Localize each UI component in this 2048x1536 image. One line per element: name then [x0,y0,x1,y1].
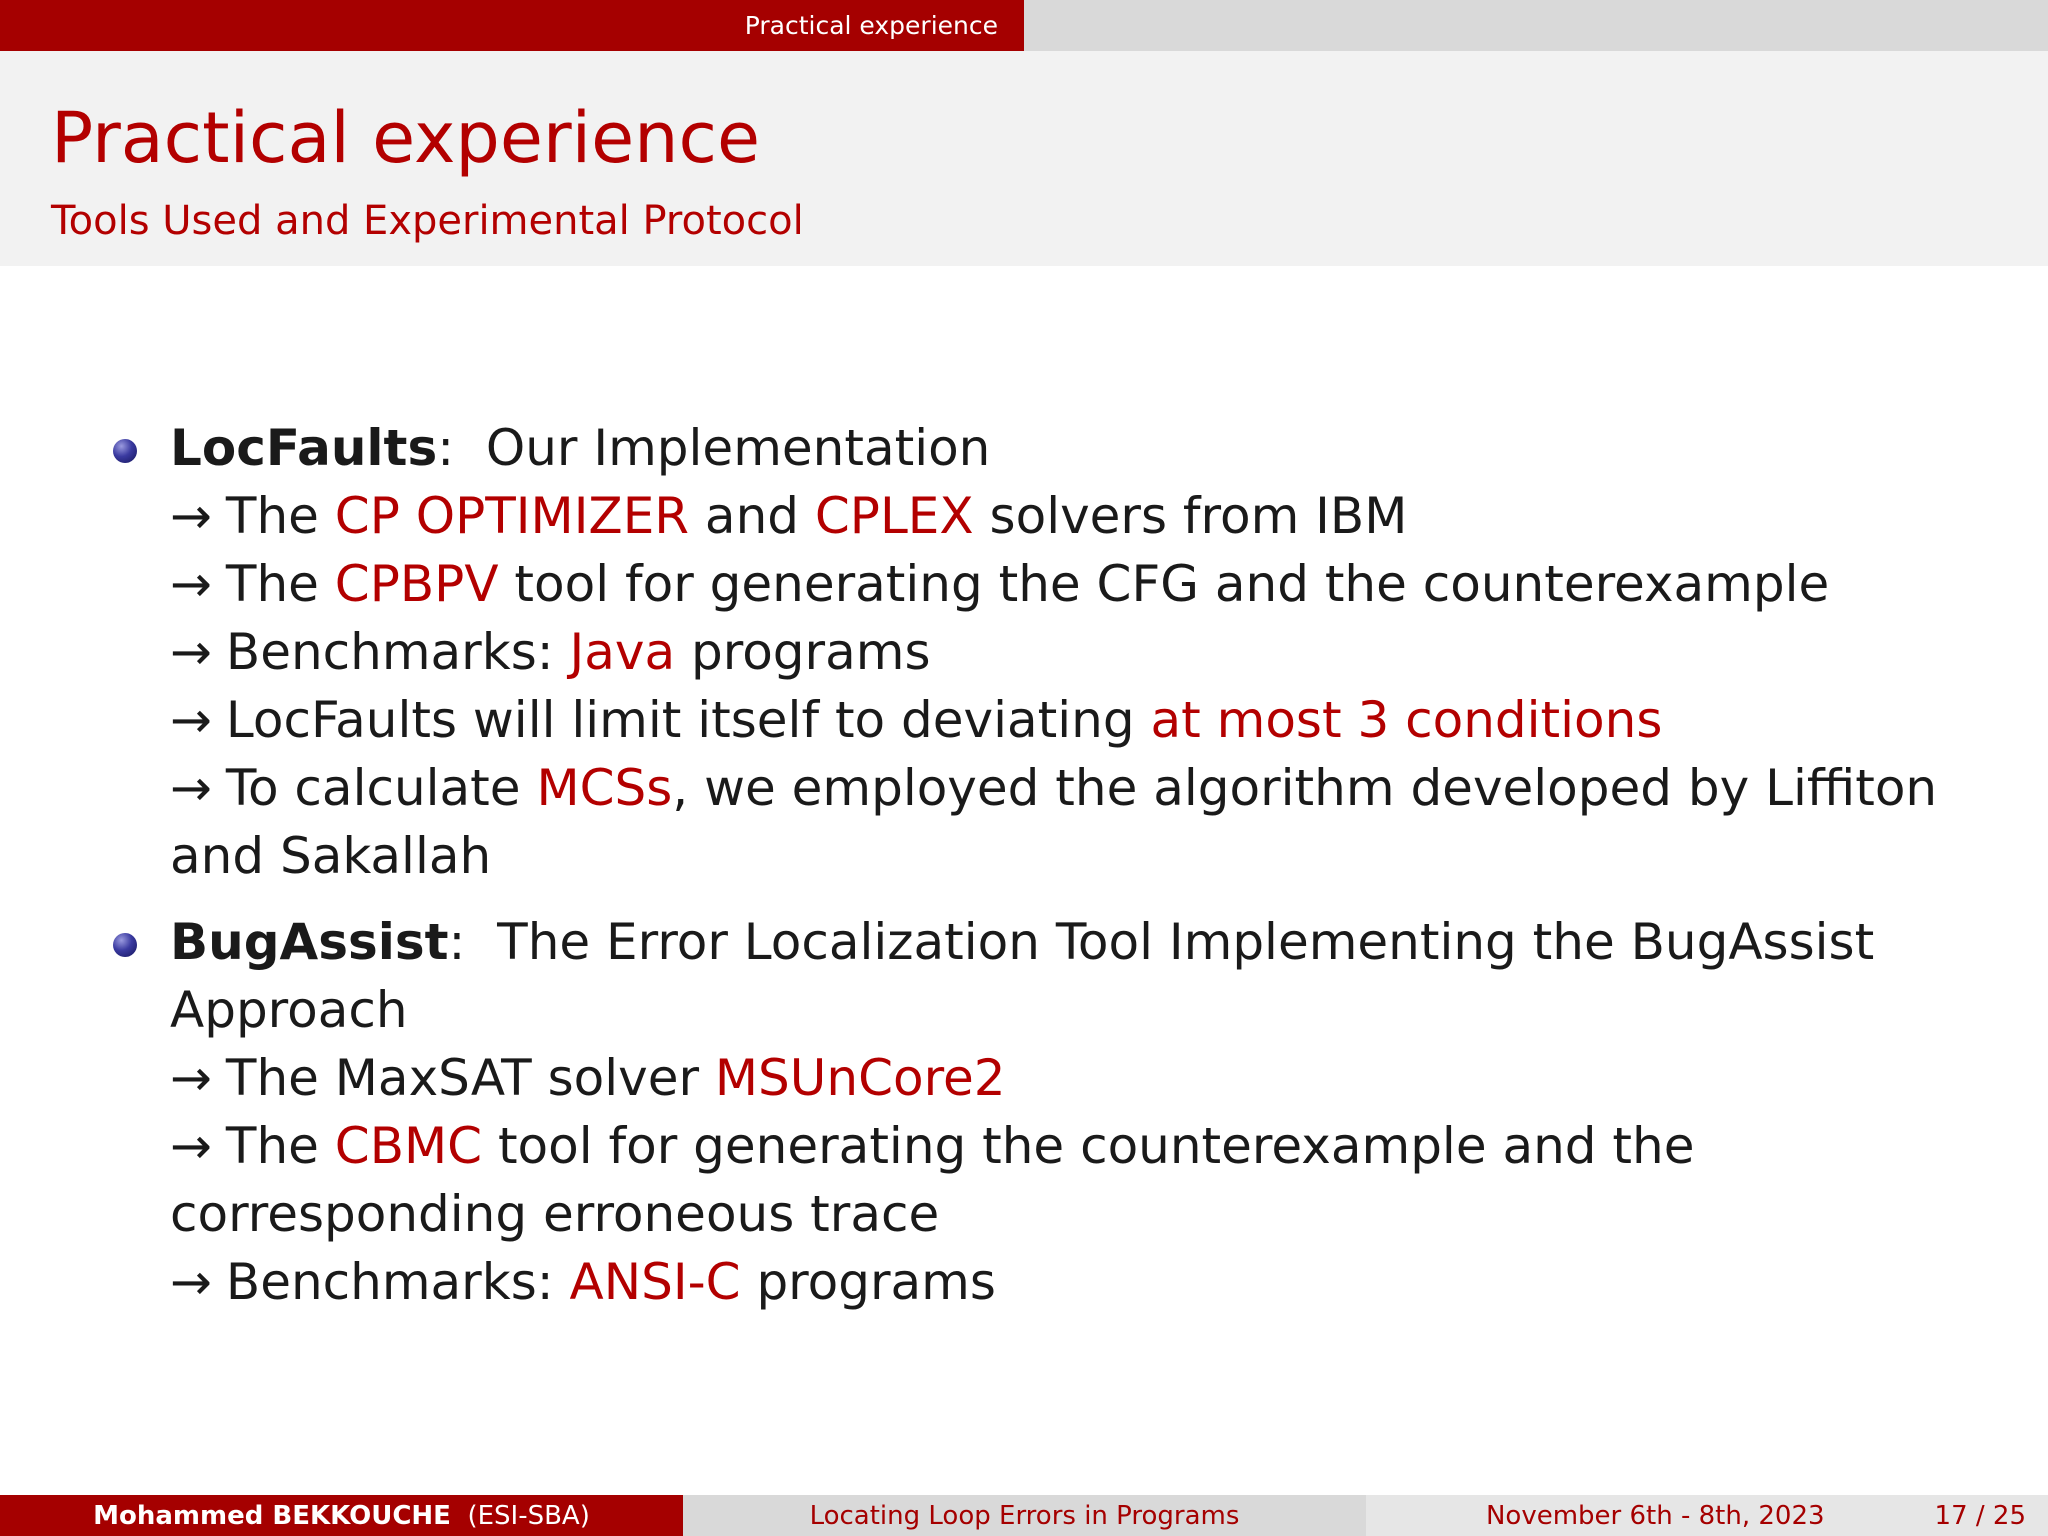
item-name: LocFaults [170,419,438,477]
sub-line: → LocFaults will limit itself to deviating at most 3 conditions [170,691,1663,749]
nav-bar-empty [1024,0,2048,51]
highlight-term: MCSs [536,759,673,817]
bullet-item-bugassist: BugAssist: The Error Localization Tool Implementing the BugAssist Approach → The MaxSAT solver MSUnCore2 → The CBMC tool for generating the counterexample and the corresponding erroneous trace → Benchmarks: ANSI-C programs [110,908,2010,1316]
footer-date: November 6th - 8th, 2023 [1485,1500,1825,1531]
bullet-item-locfaults: LocFaults: Our Implementation → The CP OPTIMIZER and CPLEX solvers from IBM → The CPBPV tool for generating the CFG and the counterexample → Benchmarks: Java programs → LocFaults will limit itself to deviating at most 3 conditions → To calculate MCSs, we employed the algorithm developed by Liffiton and Sakallah [110,414,2010,890]
sub-line: → To calculate MCSs, we employed the algorithm developed by Liffiton and Sakallah [170,759,1938,885]
section-navigation-bar [0,0,2048,51]
arrow-right-icon: → [170,555,212,613]
arrow-right-icon: → [170,759,212,817]
highlight-term: at most 3 conditions [1150,691,1663,749]
item-name: BugAssist [170,913,449,971]
arrow-right-icon: → [170,1253,212,1311]
highlight-term: MSUnCore2 [714,1049,1006,1107]
item-description: The Error Localization Tool Implementing the BugAssist Approach [170,913,1875,1039]
sub-line: → The CBMC tool for generating the counterexample and the corresponding erroneous trace [170,1117,1695,1243]
item-description: Our Implementation [485,419,991,477]
sub-line: → The CP OPTIMIZER and CPLEX solvers from IBM [170,487,1408,545]
arrow-right-icon: → [170,691,212,749]
sub-line: → Benchmarks: Java programs [170,623,931,681]
bullet-ball-icon [113,439,137,463]
highlight-term: CPLEX [814,487,974,545]
highlight-term: CP OPTIMIZER [334,487,690,545]
footer-author: Mohammed BEKKOUCHE (ESI-SBA) [0,1495,683,1536]
arrow-right-icon: → [170,1117,212,1175]
frame-title: Practical experience [51,97,761,179]
frame-subtitle: Tools Used and Experimental Protocol [51,198,804,244]
arrow-right-icon: → [170,1049,212,1107]
highlight-term: CBMC [334,1117,483,1175]
arrow-right-icon: → [170,487,212,545]
nav-section-label: Practical experience [744,11,998,40]
frame-title-block [0,51,2048,266]
sub-line: → Benchmarks: ANSI-C programs [170,1253,996,1311]
bullet-ball-icon [113,933,137,957]
sub-line: → The CPBPV tool for generating the CFG and the counterexample [170,555,1830,613]
footline [0,1495,2048,1536]
sub-line: → The MaxSAT solver MSUnCore2 [170,1049,1006,1107]
page-number: 17 / 25 [1934,1500,2026,1531]
footer-talk-title: Locating Loop Errors in Programs [683,1495,1366,1536]
footer-date-page [1366,1495,2048,1536]
highlight-term: ANSI-C [569,1253,741,1311]
highlight-term: Java [569,623,676,681]
slide-content [110,414,2010,1334]
nav-section-practical-experience[interactable] [0,0,1024,51]
highlight-term: CPBPV [334,555,499,613]
arrow-right-icon: → [170,623,212,681]
